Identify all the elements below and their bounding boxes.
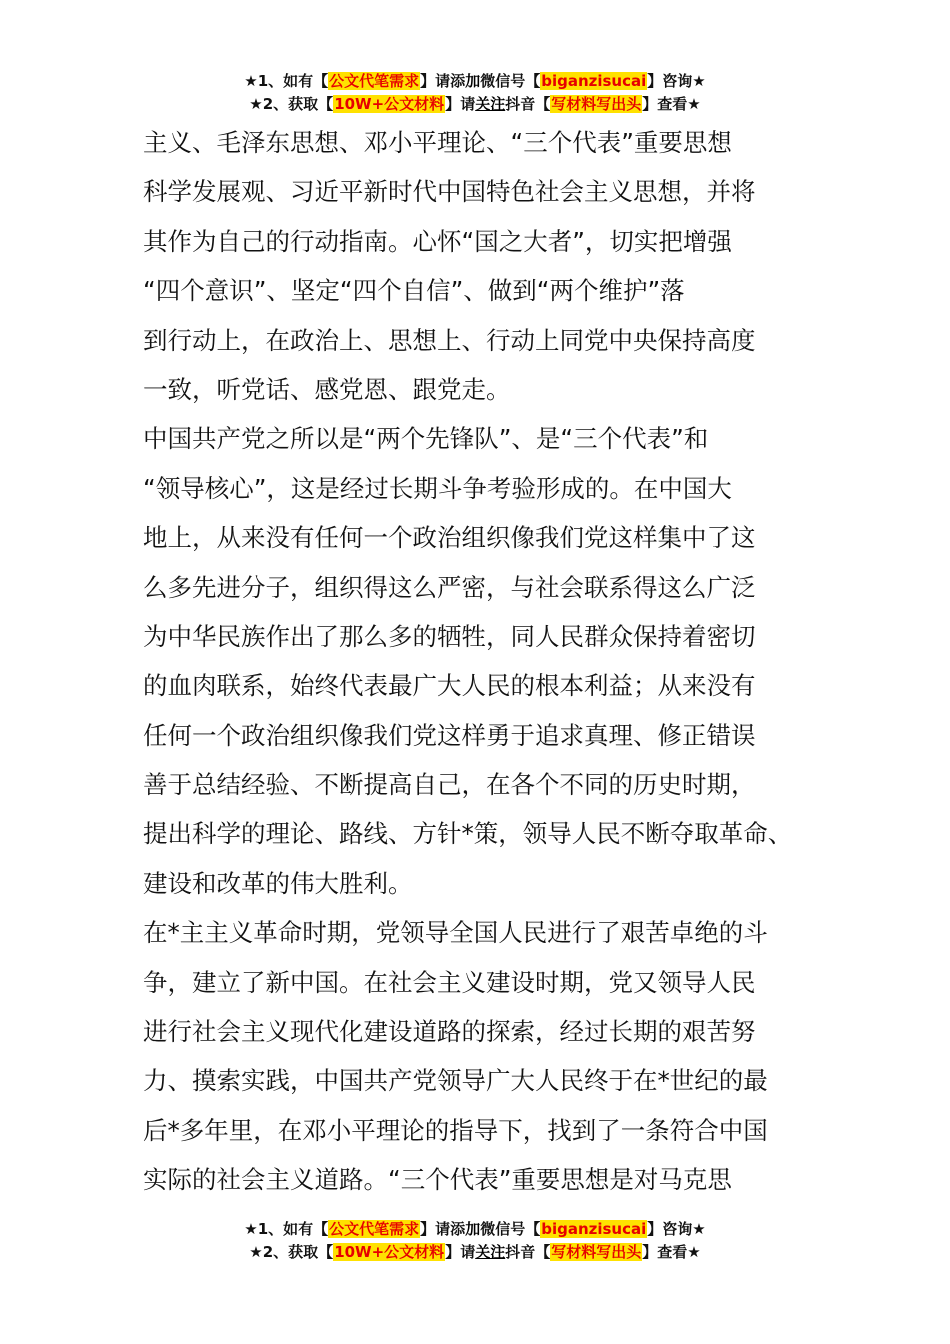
text-line: 的血肉联系，始终代表最广大人民的根本利益；从来没有 — [143, 671, 756, 701]
text-line: 建设和改革的伟大胜利。 — [143, 868, 413, 898]
footer-promo-banner — [0, 1218, 950, 1264]
text-line: 后*多年里，在邓小平理论的指导下，找到了一条符合中国 — [143, 1115, 768, 1145]
highlight-douyin-account: 写材料写出头 — [551, 95, 642, 113]
text-line: “四个意识”、坚定“四个自信”、做到“两个维护”落 — [143, 276, 685, 306]
text-line: 力、摸索实践，中国共产党领导广大人民终于在*世纪的最 — [143, 1066, 768, 1096]
header-promo-banner — [0, 70, 950, 116]
text-line: 任何一个政治组织像我们党这样勇于追求真理、修正错误 — [143, 720, 756, 750]
highlight-wechat-id: biganzisucai — [541, 72, 647, 90]
highlight-ghostwriting: 公文代笔需求 — [329, 72, 420, 90]
text-line: “领导核心”，这是经过长期斗争考验形成的。在中国大 — [143, 473, 732, 503]
highlight-ghostwriting: 公文代笔需求 — [329, 1220, 420, 1238]
text-line: 一致，听党话、感党恩、跟党走。 — [143, 374, 511, 404]
text-line: 善于总结经验、不断提高自己，在各个不同的历史时期， — [143, 770, 756, 800]
text-line: 提出科学的理论、路线、方针*策，领导人民不断夺取革命、 — [143, 819, 793, 849]
text-line: 地上，从来没有任何一个政治组织像我们党这样集中了这 — [143, 523, 756, 553]
text-line: 主义、毛泽东思想、邓小平理论、“三个代表”重要思想 — [143, 128, 732, 157]
text-line: 争，建立了新中国。在社会主义建设时期，党又领导人民 — [143, 967, 756, 997]
promo-line-1: ★1、如有【公文代笔需求】请添加微信号【biganzisucai】咨询★ — [244, 72, 706, 90]
text-line: 进行社会主义现代化建设道路的探索，经过长期的艰苦努 — [143, 1017, 756, 1047]
highlight-materials: 10W+公文材料 — [334, 1243, 445, 1261]
text-line: 为中华民族作出了那么多的牺牲，同人民群众保持着密切 — [143, 621, 756, 651]
text-line: 实际的社会主义道路。“三个代表”重要思想是对马克思 — [143, 1165, 732, 1195]
highlight-douyin-account: 写材料写出头 — [551, 1243, 642, 1261]
text-line: 科学发展观、习近平新时代中国特色社会主义思想，并将 — [143, 177, 756, 207]
promo-line-1: ★1、如有【公文代笔需求】请添加微信号【biganzisucai】咨询★ — [244, 1220, 706, 1238]
text-line: 到行动上，在政治上、思想上、行动上同党中央保持高度 — [143, 325, 756, 355]
text-line: 中国共产党之所以是“两个先锋队”、是“三个代表”和 — [143, 424, 709, 454]
highlight-wechat-id: biganzisucai — [541, 1220, 647, 1238]
text-line: 在*主主义革命时期，党领导全国人民进行了艰苦卓绝的斗 — [143, 918, 768, 948]
promo-line-2: ★2、获取【10W+公文材料】请关注抖音【写材料写出头】查看★ — [249, 1243, 701, 1261]
document-body — [143, 118, 823, 1205]
text-line: 么多先进分子，组织得这么严密，与社会联系得这么广泛 — [143, 572, 756, 602]
promo-line-2: ★2、获取【10W+公文材料】请关注抖音【写材料写出头】查看★ — [249, 95, 701, 113]
highlight-materials: 10W+公文材料 — [334, 95, 445, 113]
text-line: 其作为自己的行动指南。心怀“国之大者”，切实把增强 — [143, 226, 732, 256]
